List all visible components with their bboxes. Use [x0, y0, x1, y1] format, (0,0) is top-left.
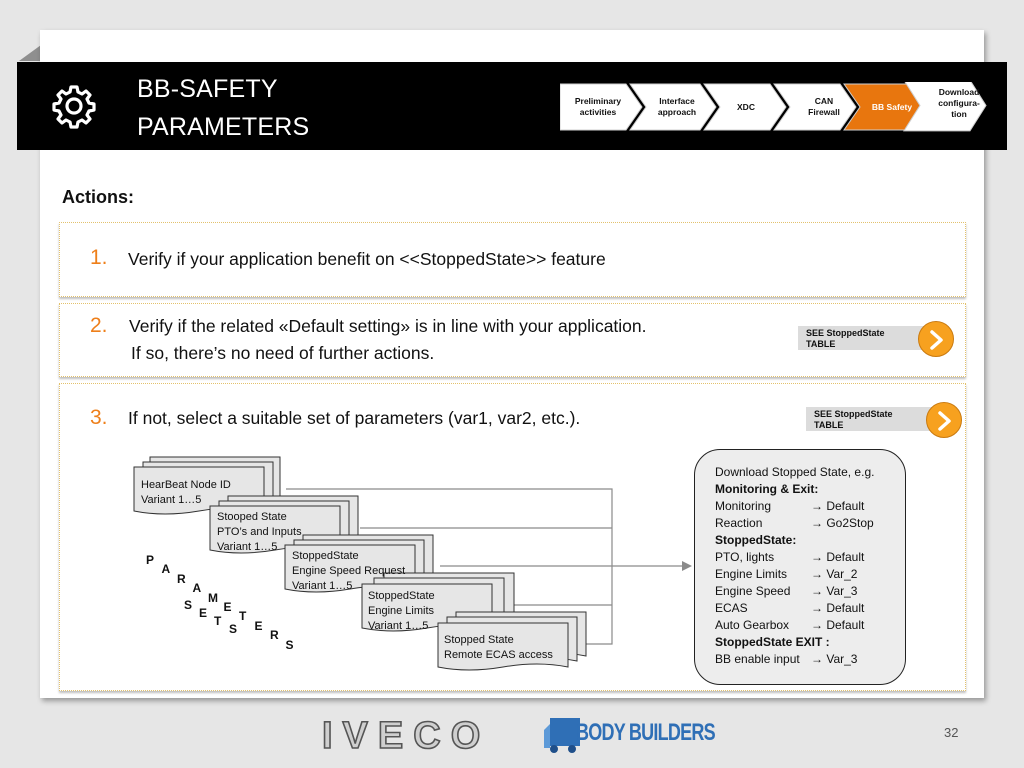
card-line: PTO’s and Inputs [217, 526, 302, 538]
action-2-number: 2. [90, 314, 108, 337]
download-row-label: Monitoring [715, 499, 772, 513]
download-row-label: Monitoring & Exit: [715, 482, 819, 496]
parameters-letter: E [223, 600, 232, 614]
card-line: Variant 1…5 [368, 620, 429, 632]
see-button-label: SEE StoppedState TABLE [798, 326, 938, 350]
step-download-configuration[interactable]: Download configura-tion [938, 86, 980, 119]
see-button-label: SEE StoppedState TABLE [806, 407, 946, 431]
title-line-2: PARAMETERS [137, 113, 310, 141]
download-stopped-state-box [694, 449, 906, 685]
step-preliminary[interactable]: Preliminary activities [574, 96, 622, 117]
card-line: Stopped State [444, 634, 514, 646]
download-row-label: Engine Limits [715, 567, 788, 581]
card-line: StoppedState [368, 590, 435, 602]
download-row-value: → Default [811, 550, 865, 564]
body-builders-logo [542, 714, 715, 754]
download-row-value: → Default [811, 601, 865, 615]
param-card-2[interactable] [217, 510, 302, 555]
param-card-5[interactable] [444, 633, 553, 663]
download-row-value: → Default [811, 618, 865, 632]
card-line: Engine Speed Request [292, 565, 406, 577]
title-line-1: BB-SAFETY [137, 75, 278, 103]
download-row-label: StoppedState EXIT : [715, 635, 830, 649]
card-line: Remote ECAS access [444, 649, 553, 661]
action-3-number: 3. [90, 406, 108, 429]
actions-heading: Actions: [62, 187, 134, 207]
step-interface[interactable]: Interface approach [657, 96, 697, 117]
download-row-value: → Var_2 [811, 567, 858, 581]
download-row-label: ECAS [715, 601, 748, 615]
action-1-text: Verify if your application benefit on <<StoppedState>> feature [128, 249, 606, 269]
param-card-1[interactable] [141, 478, 231, 508]
page-number: 32 [944, 725, 959, 740]
action-2-line-1: Verify if the related «Default setting» is in line with your application. [129, 316, 647, 336]
parameters-letter: R [270, 628, 279, 643]
step-can-firewall[interactable]: CAN Firewall [808, 96, 840, 117]
download-row-label: Reaction [715, 516, 763, 530]
step-xdc[interactable]: XDC [737, 101, 755, 112]
card-line: Variant 1…5 [217, 541, 278, 553]
arrow-head [682, 561, 692, 571]
parameters-letter: R [177, 571, 186, 586]
body-builders-text: BODY BUILDERS [576, 719, 715, 746]
download-row-label: StoppedState: [715, 533, 797, 547]
download-row-value: → Go2Stop [811, 516, 874, 530]
parameters-letter: T [239, 609, 247, 624]
action-1-number: 1. [90, 246, 108, 269]
footer-logos [320, 712, 715, 758]
sets-letter: T [214, 614, 222, 628]
card-line: StoppedState [292, 550, 359, 562]
parameters-letter: A [161, 562, 171, 577]
action-2-line-2: If so, there’s no need of further actions. [131, 343, 435, 363]
card-line: Engine Limits [368, 605, 435, 617]
download-row-label: BB enable input [715, 652, 800, 666]
sets-letter: E [199, 606, 208, 620]
card-line: HearBeat Node ID [141, 479, 231, 491]
iveco-logo-text: IVECO [322, 715, 491, 757]
parameters-letter: P [146, 553, 155, 567]
sets-letter: S [184, 598, 193, 612]
parameters-letter: A [192, 581, 202, 596]
parameters-letter: S [285, 637, 294, 652]
download-row-value: → Var_3 [811, 584, 858, 598]
parameters-letter: E [254, 618, 263, 633]
download-row-value: → Var_3 [811, 652, 858, 666]
download-row-value: → Default [811, 499, 865, 513]
download-row-label: Auto Gearbox [715, 618, 790, 632]
download-box-title: Download Stopped State, e.g. [715, 465, 875, 479]
card-line: Variant 1…5 [292, 580, 353, 592]
step-bb-safety[interactable]: BB Safety [871, 101, 913, 112]
parameters-letter: M [208, 590, 218, 605]
action-3-text: If not, select a suitable set of parameters (var1, var2, etc.). [128, 408, 581, 428]
card-line: Variant 1…5 [141, 494, 202, 506]
card-line: Stooped State [217, 511, 287, 523]
param-card-4[interactable] [368, 589, 435, 634]
param-card-3[interactable] [292, 549, 405, 594]
sets-letter: S [229, 622, 238, 636]
download-row-label: Engine Speed [715, 584, 791, 598]
download-row-label: PTO, lights [715, 550, 775, 564]
